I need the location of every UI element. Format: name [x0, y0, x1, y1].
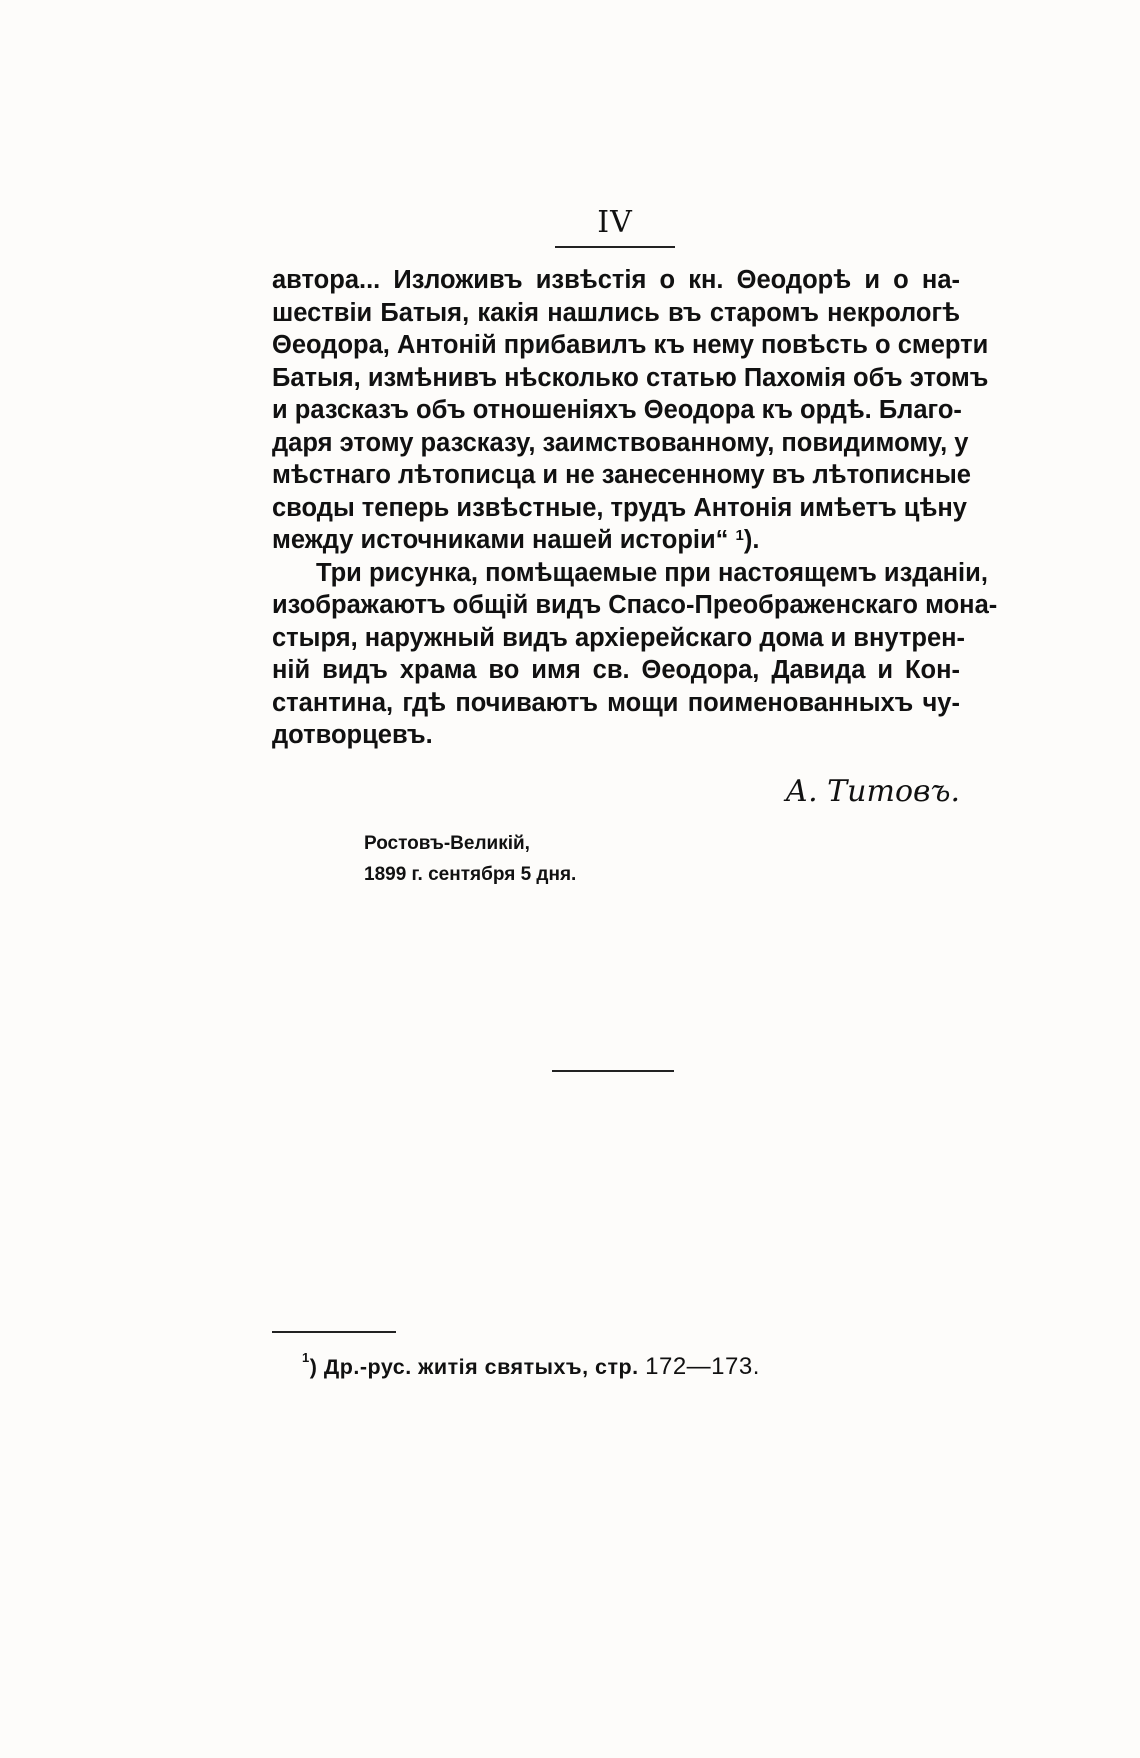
text-line: Три рисунка, помѣщаемые при настоящемъ изданіи, — [316, 558, 988, 587]
text-line — [272, 524, 960, 557]
text-line-tail: ). — [743, 526, 760, 554]
text-line: стыря, наружный видъ архіерейскаго дома и внутрен- — [272, 623, 966, 652]
end-rule — [552, 1070, 674, 1072]
paragraph-1 — [272, 264, 989, 557]
text-line: изображаютъ общій видъ Спасо-Преображенскаго мона- — [272, 591, 998, 619]
place-date-block — [364, 828, 576, 890]
footnote-pages: 172—173. — [645, 1353, 760, 1380]
text-line: стантина, гдѣ почиваютъ мощи поименованныхъ чу- — [272, 688, 960, 717]
text-line: мѣстнаго лѣтописца и не занесенному въ лѣтописные — [272, 461, 971, 489]
text-line: ній видъ храма во имя св. Θеодора, Давида и Кон- — [272, 656, 960, 684]
footnote-marker: 1 — [302, 1350, 310, 1365]
text-line: Θеодора, Антоній прибавилъ къ нему повѣсть о смерти — [272, 331, 989, 359]
footnote-rule — [272, 1331, 396, 1333]
text-line: даря этому разсказу, заимствованному, повидимому, у — [272, 428, 969, 457]
date: 1899 г. сентября 5 дня. — [364, 864, 577, 885]
text-line: дотворцевъ. — [272, 721, 433, 749]
place: Ростовъ-Великій, — [364, 833, 530, 854]
author-signature: А. Титовъ. — [785, 774, 960, 809]
text-line-content: между источниками нашей исторіи“ — [272, 526, 729, 554]
text-line: своды теперь извѣстные, трудъ Антонія имѣетъ цѣну — [272, 493, 967, 522]
text-line: автора... Изложивъ извѣстія о кн. Θеодорѣ и о на- — [272, 266, 960, 294]
footnote-reference: 1 — [735, 527, 744, 544]
header-rule — [555, 246, 675, 248]
footnote-text: Др.-рус. житія святыхъ, стр. — [323, 1355, 639, 1379]
footnote-marker-close: ) — [309, 1355, 318, 1379]
text-line: Батыя, измѣнивъ нѣсколько статью Пахомія объ этомъ — [272, 363, 989, 392]
text-line: и разсказъ объ отношеніяхъ Θеодора къ ордѣ. Благо- — [272, 396, 962, 424]
text-line: шествіи Батыя, какія нашлись въ старомъ некрологѣ — [272, 298, 960, 327]
footnote — [302, 1350, 760, 1381]
page-number: IV — [597, 205, 633, 240]
body-text — [272, 264, 998, 752]
paragraph-2 — [272, 557, 998, 752]
